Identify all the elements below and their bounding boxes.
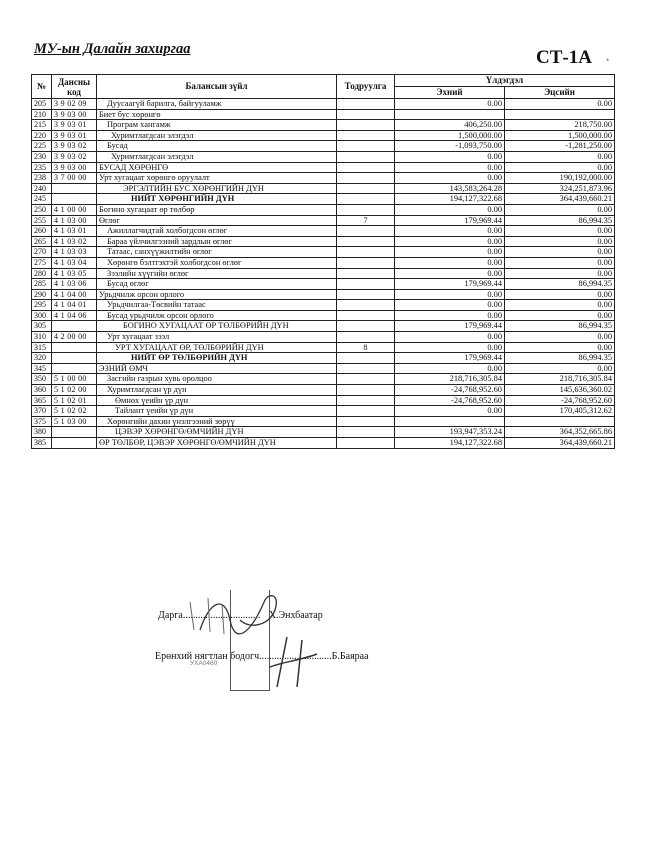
row-account-code: 5 1 02 02	[52, 406, 97, 417]
table-row	[32, 374, 615, 385]
table-row	[32, 141, 615, 152]
table-row	[32, 173, 615, 184]
row-note	[337, 310, 395, 321]
row-begin	[395, 109, 505, 120]
row-account-code: 3 9 03 01	[52, 120, 97, 131]
table-row	[32, 226, 615, 237]
row-end: 364,439,660.21	[505, 438, 615, 449]
row-account-code: 3 9 03 02	[52, 141, 97, 152]
row-end: 86,994.35	[505, 353, 615, 364]
row-note	[337, 151, 395, 162]
row-begin: 0.00	[395, 363, 505, 374]
row-begin: 0.00	[395, 99, 505, 110]
accountant-name: Б.Баяраа	[331, 651, 369, 662]
row-end	[505, 416, 615, 427]
row-no: 275	[32, 257, 52, 268]
accountant-dots: .............................	[259, 651, 332, 662]
row-note	[337, 438, 395, 449]
table-row	[32, 310, 615, 321]
row-note	[337, 279, 395, 290]
accountant-label: Ерөнхий нягтлан бодогч	[155, 651, 260, 662]
row-item: ЭРГЭЛТИЙН БУС ХӨРӨНГИЙН ДҮН	[97, 183, 337, 194]
row-end: 86,994.35	[505, 321, 615, 332]
row-note	[337, 162, 395, 173]
table-row	[32, 342, 615, 353]
row-end: 218,750.00	[505, 120, 615, 131]
row-begin: 0.00	[395, 300, 505, 311]
col-balance: Үлдэгдэл	[395, 75, 615, 87]
table-row	[32, 353, 615, 364]
row-account-code	[52, 363, 97, 374]
row-no: 238	[32, 173, 52, 184]
row-item: Өмнөх үеийн үр дүн	[97, 395, 337, 406]
row-account-code: 3 9 03 01	[52, 130, 97, 141]
row-item: Урьдчилж орсон орлого	[97, 289, 337, 300]
row-note: 7	[337, 215, 395, 226]
row-begin: 0.00	[395, 342, 505, 353]
row-note	[337, 374, 395, 385]
table-body	[32, 99, 615, 449]
row-begin: 179,969.44	[395, 215, 505, 226]
row-account-code: 5 1 02 00	[52, 385, 97, 396]
row-end: 1,500,000.00	[505, 130, 615, 141]
row-note	[337, 289, 395, 300]
row-begin: 194,127,322.68	[395, 438, 505, 449]
row-no: 210	[32, 109, 52, 120]
row-item: Урьдчилгаа-Төсвийн татаас	[97, 300, 337, 311]
row-end: 190,192,000.00	[505, 173, 615, 184]
stamp-text: УХА0460	[190, 660, 218, 667]
row-end: 0.00	[505, 247, 615, 258]
row-begin: -1,093,750.00	[395, 141, 505, 152]
row-note: 8	[337, 342, 395, 353]
table-row	[32, 395, 615, 406]
row-no: 255	[32, 215, 52, 226]
row-item: НИЙТ ӨР ТӨЛБӨРИЙН ДҮН	[97, 353, 337, 364]
table-row	[32, 300, 615, 311]
row-end: 364,352,665.86	[505, 427, 615, 438]
row-note	[337, 226, 395, 237]
row-account-code: 3 9 03 00	[52, 109, 97, 120]
row-item: Дуусаагүй барилга, байгууламж	[97, 99, 337, 110]
col-end: Эцсийн	[505, 87, 615, 99]
row-item: Засгийн газрын хувь оролцоо	[97, 374, 337, 385]
row-end: 0.00	[505, 204, 615, 215]
row-item: Хуримтлагдсан үр дүн	[97, 385, 337, 396]
row-item: Тайлант үеийн үр дүн	[97, 406, 337, 417]
row-item: Бусад өглөг	[97, 279, 337, 290]
table-row	[32, 130, 615, 141]
director-label: Дарга	[158, 610, 183, 621]
row-account-code: 4 1 03 02	[52, 236, 97, 247]
balance-table	[31, 74, 615, 449]
row-end: 0.00	[505, 99, 615, 110]
row-note	[337, 120, 395, 131]
row-end: 218,716,305.84	[505, 374, 615, 385]
row-begin: 193,947,353.24	[395, 427, 505, 438]
row-account-code	[52, 321, 97, 332]
row-begin: 0.00	[395, 151, 505, 162]
scan-mark: •	[606, 55, 610, 65]
row-end: 86,994.35	[505, 279, 615, 290]
row-end: 364,439,660.21	[505, 194, 615, 205]
row-account-code: 4 1 03 04	[52, 257, 97, 268]
row-begin	[395, 416, 505, 427]
row-no: 310	[32, 332, 52, 343]
row-item: Зээлийн хүүгийн өглөг	[97, 268, 337, 279]
row-end: 145,636,360.02	[505, 385, 615, 396]
row-item: Биет бус хөрөнгө	[97, 109, 337, 120]
row-note	[337, 247, 395, 258]
row-no: 365	[32, 395, 52, 406]
row-begin: 143,583,264.28	[395, 183, 505, 194]
table-row	[32, 406, 615, 417]
row-account-code: 4 1 03 01	[52, 226, 97, 237]
row-begin: -24,768,952.60	[395, 395, 505, 406]
col-note: Тодруулга	[337, 75, 395, 99]
row-end: 0.00	[505, 300, 615, 311]
row-account-code: 4 1 03 05	[52, 268, 97, 279]
row-no: 260	[32, 226, 52, 237]
row-begin: 0.00	[395, 173, 505, 184]
row-note	[337, 173, 395, 184]
row-end	[505, 109, 615, 120]
table-row	[32, 268, 615, 279]
row-begin: 218,716,305.84	[395, 374, 505, 385]
row-no: 375	[32, 416, 52, 427]
row-no: 220	[32, 130, 52, 141]
table-row	[32, 279, 615, 290]
row-no: 215	[32, 120, 52, 131]
row-item: Богино хугацаат өр төлбөр	[97, 204, 337, 215]
row-no: 370	[32, 406, 52, 417]
row-note	[337, 332, 395, 343]
row-no: 305	[32, 321, 52, 332]
row-note	[337, 300, 395, 311]
row-end: 0.00	[505, 151, 615, 162]
row-account-code: 4 1 03 06	[52, 279, 97, 290]
row-no: 320	[32, 353, 52, 364]
row-no: 385	[32, 438, 52, 449]
row-account-code: 4 1 04 01	[52, 300, 97, 311]
row-account-code: 4 1 04 06	[52, 310, 97, 321]
form-code: СТ-1А	[536, 47, 592, 68]
row-note	[337, 395, 395, 406]
row-begin: 0.00	[395, 406, 505, 417]
row-note	[337, 204, 395, 215]
row-begin: 0.00	[395, 236, 505, 247]
col-no: №	[32, 75, 52, 99]
table-row	[32, 385, 615, 396]
row-account-code	[52, 353, 97, 364]
row-account-code: 3 7 00 00	[52, 173, 97, 184]
row-account-code	[52, 183, 97, 194]
row-account-code	[52, 342, 97, 353]
row-end: 0.00	[505, 257, 615, 268]
table-row	[32, 109, 615, 120]
row-begin: 0.00	[395, 332, 505, 343]
row-begin: 179,969.44	[395, 279, 505, 290]
row-end: 324,251,873.96	[505, 183, 615, 194]
row-account-code: 5 1 02 01	[52, 395, 97, 406]
table-row	[32, 151, 615, 162]
row-no: 290	[32, 289, 52, 300]
row-end: 170,405,312.62	[505, 406, 615, 417]
row-begin: 0.00	[395, 310, 505, 321]
row-end: -24,768,952.60	[505, 395, 615, 406]
row-note	[337, 183, 395, 194]
row-end: 0.00	[505, 289, 615, 300]
row-begin: 0.00	[395, 226, 505, 237]
row-note	[337, 268, 395, 279]
row-begin: -24,768,952.60	[395, 385, 505, 396]
row-end: 0.00	[505, 363, 615, 374]
table-row	[32, 183, 615, 194]
row-no: 245	[32, 194, 52, 205]
row-end: 86,994.35	[505, 215, 615, 226]
row-no: 380	[32, 427, 52, 438]
row-begin: 0.00	[395, 257, 505, 268]
row-no: 280	[32, 268, 52, 279]
row-end: 0.00	[505, 226, 615, 237]
row-item: Хөрөнгийн дахин үнэлгээний зөрүү	[97, 416, 337, 427]
row-note	[337, 257, 395, 268]
row-account-code	[52, 427, 97, 438]
row-note	[337, 321, 395, 332]
director-name: Х.Энхбаатар	[268, 610, 323, 621]
row-item: УРТ ХУГАЦААТ ӨР, ТӨЛБӨРИЙН ДҮН	[97, 342, 337, 353]
row-no: 250	[32, 204, 52, 215]
table-row	[32, 247, 615, 258]
row-no: 240	[32, 183, 52, 194]
col-begin: Эхний	[395, 87, 505, 99]
row-item: ӨР ТӨЛБӨР, ЦЭВЭР ХӨРӨНГӨ/ӨМЧИЙН ДҮН	[97, 438, 337, 449]
row-begin: 0.00	[395, 268, 505, 279]
table-row	[32, 99, 615, 110]
row-item: Урт хугацаат зээл	[97, 332, 337, 343]
table-row	[32, 204, 615, 215]
table-row	[32, 332, 615, 343]
row-account-code: 4 2 00 00	[52, 332, 97, 343]
row-end: 0.00	[505, 268, 615, 279]
row-note	[337, 363, 395, 374]
row-note	[337, 353, 395, 364]
row-account-code: 5 1 00 00	[52, 374, 97, 385]
row-no: 265	[32, 236, 52, 247]
row-end: 0.00	[505, 162, 615, 173]
row-account-code: 3 9 03 02	[52, 151, 97, 162]
col-account-code: Дансны код	[52, 75, 97, 99]
table-row	[32, 427, 615, 438]
row-begin: 0.00	[395, 247, 505, 258]
row-note	[337, 406, 395, 417]
row-item: Хуримтлагдсан элэгдэл	[97, 130, 337, 141]
row-no: 345	[32, 363, 52, 374]
table-row	[32, 120, 615, 131]
row-end: 0.00	[505, 236, 615, 247]
row-account-code: 5 1 03 00	[52, 416, 97, 427]
row-account-code: 4 1 03 00	[52, 215, 97, 226]
row-begin: 179,969.44	[395, 321, 505, 332]
row-no: 360	[32, 385, 52, 396]
row-item: Татаас, санхүүжилтийн өглөг	[97, 247, 337, 258]
row-item: Ажиллагчидтай холбогдсон өглөг	[97, 226, 337, 237]
row-note	[337, 385, 395, 396]
row-note	[337, 109, 395, 120]
row-end: 0.00	[505, 332, 615, 343]
row-account-code: 4 1 03 03	[52, 247, 97, 258]
table-row	[32, 321, 615, 332]
row-account-code: 4 1 00 00	[52, 204, 97, 215]
row-end: 0.00	[505, 342, 615, 353]
row-item: Програм хангамж	[97, 120, 337, 131]
row-begin: 0.00	[395, 204, 505, 215]
row-item: БУСАД ХӨРӨНГӨ	[97, 162, 337, 173]
row-begin: 1,500,000.00	[395, 130, 505, 141]
row-item: Бусад	[97, 141, 337, 152]
row-account-code: 3 9 02 09	[52, 99, 97, 110]
row-item: Бусад урьдчилж орсон орлого	[97, 310, 337, 321]
row-note	[337, 141, 395, 152]
row-no: 285	[32, 279, 52, 290]
row-begin: 406,250.00	[395, 120, 505, 131]
row-begin: 194,127,322.68	[395, 194, 505, 205]
row-begin: 179,969.44	[395, 353, 505, 364]
row-item: ЭЗНИЙ ӨМЧ	[97, 363, 337, 374]
row-account-code	[52, 194, 97, 205]
row-end: 0.00	[505, 310, 615, 321]
row-no: 205	[32, 99, 52, 110]
row-account-code: 4 1 04 00	[52, 289, 97, 300]
row-item: Бараа үйлчилгээний зардлын өглөг	[97, 236, 337, 247]
row-begin: 0.00	[395, 162, 505, 173]
organization-title: МУ-ын Далайн захиргаа	[34, 41, 191, 57]
row-note	[337, 427, 395, 438]
table-row	[32, 257, 615, 268]
row-item: БОГИНО ХУГАЦААТ ӨР ТӨЛБӨРИЙН ДҮН	[97, 321, 337, 332]
table-row	[32, 363, 615, 374]
row-no: 270	[32, 247, 52, 258]
row-no: 225	[32, 141, 52, 152]
row-no: 315	[32, 342, 52, 353]
accountant-signature-icon	[262, 632, 322, 692]
table-row	[32, 162, 615, 173]
row-no: 295	[32, 300, 52, 311]
table-row	[32, 438, 615, 449]
table-row	[32, 289, 615, 300]
row-begin: 0.00	[395, 289, 505, 300]
row-no: 300	[32, 310, 52, 321]
row-end: -1,281,250.00	[505, 141, 615, 152]
row-note	[337, 416, 395, 427]
row-no: 235	[32, 162, 52, 173]
row-item: Хөрөнгө бэлтгэхтэй холбогдсон өглөг	[97, 257, 337, 268]
col-item: Балансын зүйл	[97, 75, 337, 99]
row-item: Урт хугацаат хөрөнгө оруулалт	[97, 173, 337, 184]
row-no: 230	[32, 151, 52, 162]
row-note	[337, 130, 395, 141]
table-row	[32, 194, 615, 205]
table-row	[32, 416, 615, 427]
row-note	[337, 194, 395, 205]
row-account-code: 3 9 03 00	[52, 162, 97, 173]
row-item: Өглөг	[97, 215, 337, 226]
row-no: 350	[32, 374, 52, 385]
table-row	[32, 215, 615, 226]
row-account-code	[52, 438, 97, 449]
table-row	[32, 236, 615, 247]
row-item: Хуримтлагдсан элэгдэл	[97, 151, 337, 162]
director-dots: ...............................	[182, 610, 261, 621]
row-note	[337, 99, 395, 110]
row-item: НИЙТ ХӨРӨНГИЙН ДҮН	[97, 194, 337, 205]
row-note	[337, 236, 395, 247]
row-item: ЦЭВЭР ХӨРӨНГӨ/ӨМЧИЙН ДҮН	[97, 427, 337, 438]
